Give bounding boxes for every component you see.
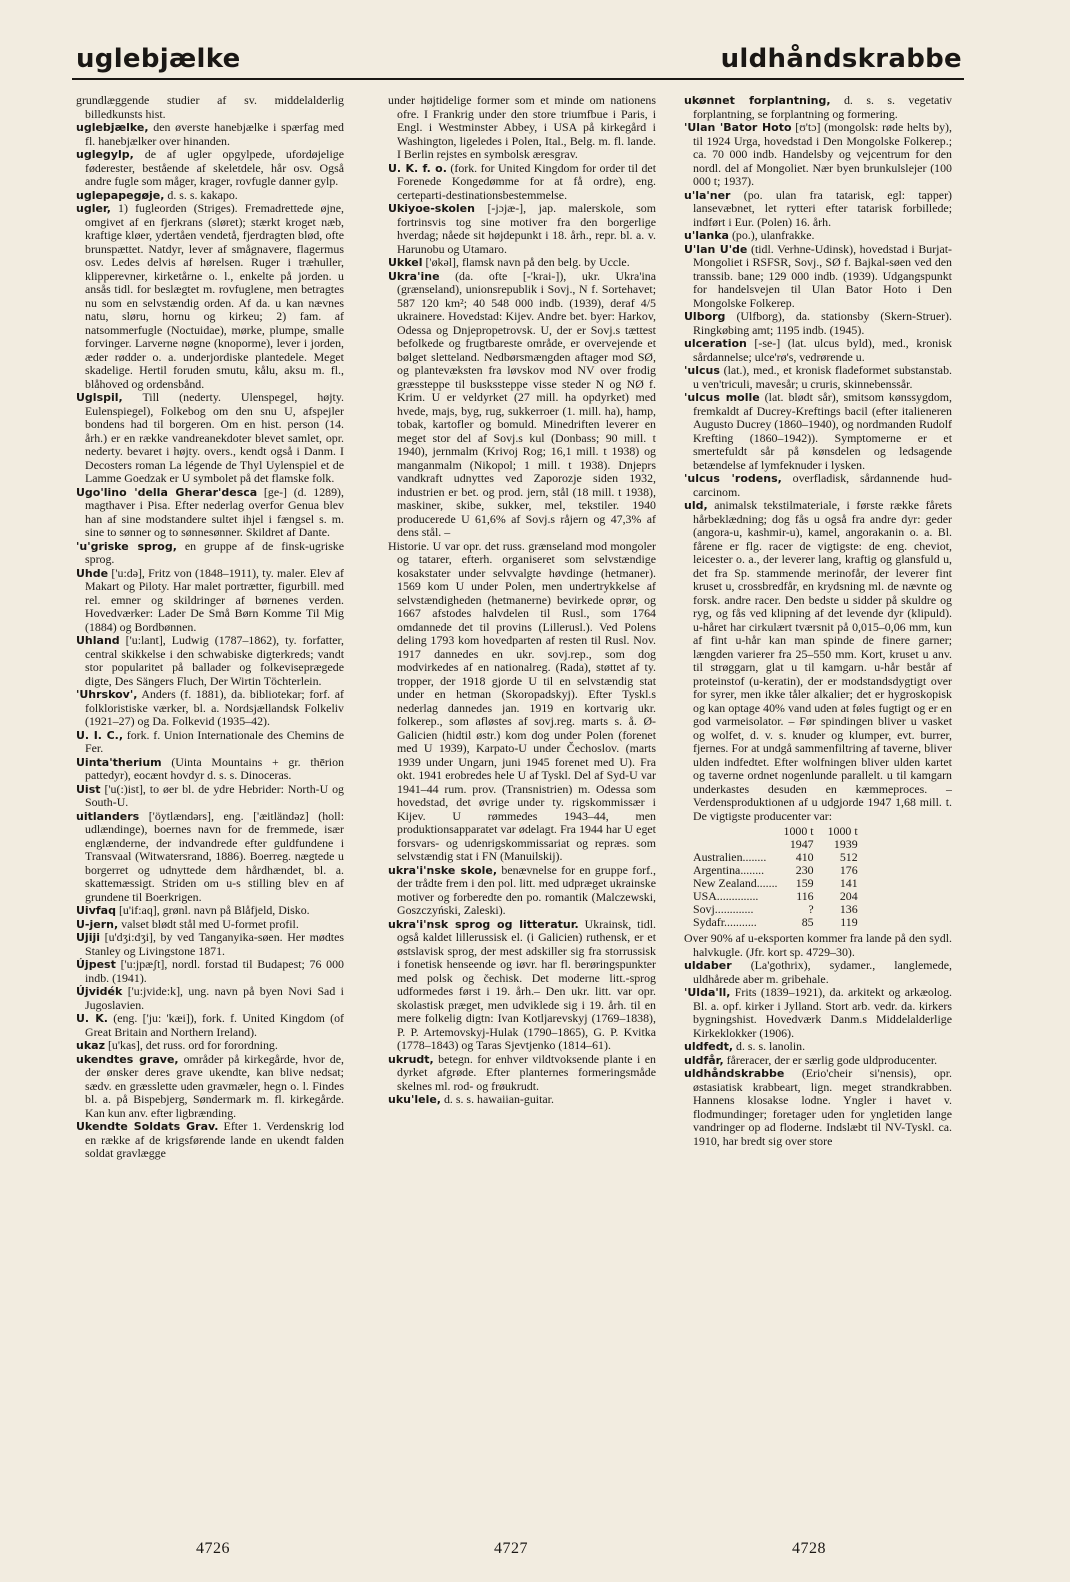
- column-1: [76, 94, 344, 1524]
- entry-text: ['u:jpæʃt], nordl. forstad til Budapest; 76 000 indb. (1941).: [85, 957, 344, 985]
- dictionary-entry: [684, 243, 952, 311]
- entry-text: Efter 1. Verdenskrig lod en række af de krigsførende lande en ukendt falden soldat gravlægge: [85, 1119, 344, 1160]
- entry-text: en gruppe af de finsk-ugriske sprog.: [85, 538, 344, 566]
- dictionary-entry: [76, 567, 344, 635]
- entry-text: (La'gothrix), sydamer., langlemede, uldhårede aber m. gribehale.: [693, 958, 952, 986]
- dictionary-entry: [76, 918, 344, 932]
- col3-entries-before: [684, 94, 952, 823]
- entry-text: områder på kirkegårde, hvor de, der ønsker deres grave ukendte, kan blive nedsat; sædv. en græsslette uden gravmæler, hegn o. l. Findes bl. a. på Bispebjerg, Søndermark m. fl. kirkegårde. Kan kun anv. efter ligbrænding.: [85, 1051, 344, 1120]
- entry-text: d. s. s. hawaiian-guitar.: [441, 1092, 554, 1106]
- entry-headword: ugler,: [76, 202, 111, 215]
- entry-headword: Ukra'ine: [388, 269, 440, 283]
- unit-1947: 1000 t: [783, 824, 814, 838]
- dictionary-entry: [684, 121, 952, 189]
- dictionary-entry: [76, 94, 344, 121]
- entry-text: [u'dʒi:dʒi], by ved Tanganyika-søen. Her mødtes Stanley og Livingstone 1871.: [85, 930, 344, 958]
- entry-headword: 'ulcus molle: [684, 391, 760, 404]
- entry-text: de af ugler opgylpede, ufordøjelige føderester, bestående af skeletdele, hår osv. Også andre fugle som måger, krager, rovfugle danner gylp.: [85, 147, 344, 188]
- entry-text: animalsk tekstilmateriale, i første række fårets hårbeklædning; dog fås u også fra andre dyr: geder (angora-u, kashmir-u), kamel, angorakanin o. a. Bl. fårene er flg. racer de vigtigste: de eng. cheviot, leicester o. a., der leverer lang, kraftig og glansfuld u, det fra Sp. stammende merinofår, der leverer fint kruset u, crossbredfår, en krydsning ml. de nævnte og forsk. andre racer. Den bedste u sidder på skuldre og ryg, og fås ved klipning af det levende dyr (klipuld). u-håret har cirkulært tværsnit på 0,015–0,06 mm, kun af fint u-hår kan man spinde de finere garner; længden varierer fra 25–550 mm. Kort, kruset u anv. til strøggarn, glat u til kamgarn. u-hår består af proteinstof (u-keratin), der er modstandsdygtigt over for syrer, men ikke tåler alkalier; det er hygroskopisk og kan optage 40% vand uden at føles fugtigt og er en god varmeisolator. – Før spindingen bliver u vasket og wolfet, d. v. s. knuder og klumper, evt. burrer, fjernes. For at undgå sammenfiltring af taverne, bliver ulden indfedtet. Efter wolfningen bliver ulden kartet og taverne ordnet nogenlunde parallelt. u til kamgarn underkastes desuden en kæmmeproces. – Verdensproduktionen af u udgjorde 1947 1,68 mill. t. De vigtigste producenter var:: [693, 498, 952, 823]
- table-cell-country: USA..............: [693, 889, 759, 903]
- entry-text: d. s. s. kakapo.: [164, 187, 238, 202]
- table-cell-v1939: 204: [839, 889, 858, 903]
- dictionary-entry: [76, 756, 344, 783]
- table-cell-v1947: 230: [795, 863, 814, 877]
- entry-text: 1) fugleorden (Striges). Fremadrettede øjne, omgivet af en fjerkrans (sløret); stærkt kroget næb, kraftige kløer, ydertåen vendetå, fjerdragten blød, ofte brunspættet. Natdyr, lever af smågnavere, flagermus osv. Ledes delvis af hørelsen. Ruger i træhuller, klipperevner, kirketårne o. l., enkelte på jorden. u ansås tidl. for beslægtet m. rovfuglene, men betragtes nu som en selvstændig orden. Af da. u kan nævnes natu, sløru, hornu og kirkeu; 2) fam. af natsommerfugle (Noctuidae), mørke, plumpe, smalle forvinger. Larverne nøgne (knoporme), lever i jorden, æder rødder o. a. underjordiske plantedele. Meget skadelige. Hertil foruden smutu, kålu, aksu m. fl., blåhoved og ordensbånd.: [85, 201, 344, 391]
- table-cell-v1947: ?: [808, 902, 814, 916]
- entry-headword: uldaber: [684, 959, 732, 972]
- entry-text: [-jɔjæ-], jap. malerskole, som fortrinsvis tog sine motiver fra den borgerlige hverdag; nåede sit højdepunkt i 18. årh., repr. bl. a. v. Harunobu og Utamaro.: [397, 201, 656, 256]
- entry-text: Over 90% af u-eksporten kommer fra lande på den sydl. halvkugle. (Jfr. kort sp. 4729–30).: [684, 931, 952, 959]
- table-cell-country: Sydafr...........: [693, 915, 757, 929]
- dictionary-entry: [76, 810, 344, 905]
- entry-headword: Ulborg: [684, 310, 726, 323]
- dictionary-entry: [684, 310, 952, 337]
- entry-text: betegn. for enhver vildtvoksende plante i en dyrket afgrøde. Efter planternes formeringsmåde skelnes ml. rod- og frøukrudt.: [397, 1051, 656, 1093]
- dictionary-entry: [388, 540, 656, 864]
- dictionary-entry: [76, 148, 344, 189]
- page-number-right: 4728: [792, 1540, 826, 1557]
- table-cell-v1939: 176: [839, 863, 858, 877]
- entry-headword: ukaz: [76, 1039, 105, 1052]
- entry-headword: u'la'ner: [684, 188, 731, 202]
- dictionary-entry: [388, 256, 656, 270]
- entry-headword: Ugo'lino 'della Gherar'desca: [76, 485, 258, 499]
- header-rule: [72, 78, 964, 80]
- entry-headword: Ujiji: [76, 931, 101, 944]
- dictionary-entry: [76, 189, 344, 203]
- dictionary-entry: [388, 202, 656, 256]
- entry-headword: uitlanders: [76, 809, 140, 823]
- entry-text: benævnelse for en gruppe forf., der trådte frem i den pol. litt. med udpræget ukrainske motiver og forberedte den po. romantik (Malczewski, Goszczyński, Zaleski).: [397, 862, 656, 917]
- dictionary-entry: [388, 918, 656, 1053]
- entry-text: (Ulfborg), da. stationsby (Skern-Struer). Ringkøbing amt; 1195 indb. (1945).: [693, 309, 952, 337]
- table-cell-v1939: 119: [840, 915, 858, 929]
- entry-text: fåreracer, der er særlig gode uldproducenter.: [723, 1052, 938, 1067]
- dictionary-entry: [388, 162, 656, 203]
- table-cell-v1947: 85: [801, 915, 814, 929]
- entry-text: [ge-] (d. 1289), magthaver i Pisa. Efter nederlag overfor Genua blev han af sine modstandere sultet ihjel i fængsel s. m. sine to sønner og to sønnesønner. Skildret af Dante.: [85, 484, 344, 539]
- dictionary-entry: [76, 202, 344, 391]
- entry-headword: ukrudt,: [388, 1052, 434, 1066]
- entry-headword: Uhde: [76, 566, 109, 580]
- entry-headword: 'Uhrskov',: [76, 688, 138, 701]
- dictionary-entry: [684, 932, 952, 959]
- page-number-left: 4726: [196, 1540, 230, 1557]
- entry-headword: ulceration: [684, 337, 747, 350]
- entry-text: ['u:də], Fritz von (1848–1911), ty. maler. Elev af Makart og Piloty. Har malet portrætter, figurbill. med rel. emner og skildringer af børnenes verden. Hovedværker: Lader De Små Børn Komme Til Mig (1884) og Bordbønnen.: [85, 565, 344, 634]
- table-cell-v1939: 141: [839, 876, 858, 890]
- entry-text: (da. ofte [-'krai-]), ukr. Ukra'ina (grænseland), unionsrepublik i Sovj., N f. Sortehavet; 587 120 km²; 40 548 000 indb. (1939), deraf 4/5 ukrainere. Hovedstad: Kijev. Andre bet. byer: Harkov, Odessa og Dnjepropetrovsk. U, der er Sovj.s tættest befolkede og frugtbareste område, er overvejende et bølget sletteland. Nedbørsmængden aftager mod SØ, og plantevæksten fra løvskov mod NV over frodig græssteppe til buskssteppe visse steder N og NØ f. Krim. U er veldyrket (27 mill. ha opdyrket) med hvede, majs, byg, rug, sukkerroer (1. mill. ha), hamp, tobak, kartofler og bomuld. Minedriften leverer en meget stor del af Sovj.s kul (Donbass; 90 mill. t 1940), jernmalm (Krivoj Rog; 16,1 mill. t 1938) og manganmalm (Nikopol; 1 mill. t 1938). Dnjeprs vandkraft udnyttes ved Zaporozje siden 1932, industrien er bet. og prod. jern, stål (18 mill. t 1938), maskiner, skibe, sukker, mel, tekstiler. 1940 producerede U 61,6% af Sovj.s råjern og 47,3% af dens stål. –: [397, 268, 656, 539]
- year-1939: 1939: [833, 837, 858, 851]
- dictionary-entry: [388, 94, 656, 162]
- table-cell-v1939: 512: [839, 850, 858, 864]
- dictionary-entry: [684, 391, 952, 472]
- entry-headword: u'lanka: [684, 229, 729, 242]
- entry-text: [u'kas], det russ. ord for forordning.: [104, 1038, 278, 1052]
- dictionary-entry: [684, 472, 952, 499]
- entry-headword: uldfår,: [684, 1053, 724, 1067]
- column-2: [388, 94, 656, 1524]
- entry-headword: uldhåndskrabbe: [684, 1067, 785, 1080]
- entry-headword: ukendtes grave,: [76, 1052, 179, 1066]
- entry-text: valset blødt stål med U-formet profil.: [118, 916, 299, 931]
- column-3: [684, 94, 952, 1524]
- entry-headword: Uglspil,: [76, 391, 123, 404]
- entry-text: [u'if:aq], grønl. navn på Blåfjeld, Disko.: [115, 903, 310, 917]
- dictionary-entry: [388, 1053, 656, 1094]
- dictionary-entry: [684, 337, 952, 364]
- entry-text: ['öytlændərs], eng. ['æitländəz] (holl: udlændinge), boernes navn for de fremmede, især englænderne, der indvandrede efter guldfundene i Transvaal (Witwatersrand, 1886). Boerreg. nægtede u borgerret og udnyttede dem hårdhændet, bl. a. skattemæssigt. Striden om u-s stilling blev en af grundene til Boerkrigen.: [85, 808, 344, 904]
- table-body: [693, 851, 872, 929]
- entry-text: (eng. ['ju: 'kæi]), fork. f. United Kingdom (of Great Britain and Northern Ireland).: [85, 1011, 344, 1039]
- table-row: [693, 916, 872, 929]
- dictionary-entry: [76, 729, 344, 756]
- dictionary-entry: [684, 1040, 952, 1054]
- table-cell-country: Australien........: [693, 850, 767, 864]
- entry-text: grundlæggende studier af sv. middelalderlig billedkunsts hist.: [76, 94, 344, 121]
- entry-headword: U'lan U'de: [684, 242, 748, 256]
- entry-text: (po. ulan fra tatarisk, egl: tapper) lansevæbnet, let rytteri efter tatarisk forbillede; indført i Eur. (Polen) 16. årh.: [693, 187, 952, 229]
- entry-headword: Újpest: [76, 958, 116, 971]
- dictionary-entry: [684, 189, 952, 230]
- dictionary-entry: [76, 486, 344, 540]
- entry-text: (Uinta Mountains + gr. thērion pattedyr), eocænt hovdyr d. s. s. Dinoceras.: [85, 754, 344, 782]
- entry-headword: ukra'i'nske skole,: [388, 863, 498, 877]
- entry-text: (po.), ulanfrakke.: [728, 228, 815, 242]
- dictionary-entry: [76, 958, 344, 985]
- entry-text: Historie. U var opr. det russ. grænseland mod mongoler og tatarer, efterh. organiseret som selvstændige kosakstater under selvvalgte høvdinge (hetmaner). 1569 kom U under Polen, men undertrykkelse af selvstændigheden (hetmanerne) bevirkede oprør, og 1667 afstodes halvdelen til Rusl., som 1764 omdannede det til provins (Lillerusl.). Ved Polens deling 1793 kom hovedparten af resten til Rusl. Nov. 1917 dannedes en ukr. sovj.rep., som dog modvirkedes af en nationalreg. (Rada), støttet af ty. tropper, der 1918 gjorde U til en selvstændig stat under en hetman (Skoropadskyj). Efter Tyskl.s nederlag dannedes jan. 1919 en kortvarig ukr. folkerep., som afløstes af sovj.reg. marts s. å. Ø-Galicien (hidtil østr.) kom dog under Polen (forenet med U 1939), Karpato-U under Čechoslov. (marts 1939 under Ungarn, juni 1945 forenet med U). Fra okt. 1941 erobredes hele U af Tyskl. Del af Syd-U var 1941–44 rum. prov. (Transnistrien) m. Odessa som hovedstad, det øvrige under ty. rigskommissær i Kijev. U rømmedes 1943–44, men produktionsapparatet var ødelagt. Fra 1944 har U eget forsvars- og udenrigskommissariat og repræs. som selvstændig stat i FN (Manuilskij).: [388, 538, 656, 863]
- entry-text: (tidl. Verhne-Udinsk), hovedstad i Burjat-Mongoliet i RSFSR, Sovj., SØ f. Bajkal-søen ved den transsib. bane; 129 000 indb. (1939). Udgangspunkt for handelsvejen til Ulan Bator Hoto i Den Mongolske Folkerep.: [693, 241, 952, 310]
- entry-text: Till (nederty. Ulenspegel, højty. Eulenspiegel), Folkebog om den snu U, afspejler bondens had til borgeren. Om en hist. person (14. årh.) er en række vandreanekdoter blevet samlet, opr. nederty. bevaret i højty. overs., kendt også i Danm. I Decosters roman La légende de Thyl Uylenspiel et de Lamme Goedzak er U symbolet på det flamske folk.: [85, 390, 344, 485]
- entry-headword: Uivfaq: [76, 904, 116, 917]
- entry-headword: 'Ulda'll,: [684, 986, 731, 999]
- entry-text: (lat. blødt sår), smitsom kønssygdom, fremkaldt af Ducrey-Kreftings bacil (efter italieneren Augusto Ducrey (1860–1940), og nordmanden Rudolf Krefting (1860–1942)). Symptomerne er et smertefuldt sår på kønsdelen og ledsagende betændelse af lymfeknuder i lysken.: [693, 390, 952, 472]
- year-1947: 1947: [789, 837, 814, 851]
- running-head-right: uldhåndskrabbe: [720, 44, 962, 74]
- entry-headword: U. K. f. o.: [388, 161, 447, 175]
- entry-headword: uld,: [684, 499, 708, 512]
- entry-headword: 'u'griske sprog,: [76, 539, 177, 553]
- entry-headword: Újvidék: [76, 985, 123, 998]
- entry-text: Anders (f. 1881), da. bibliotekar; forf. af folkloristiske værker, bl. a. Nordsjællandsk Folkeliv (1921–27) og Da. Folkevid (1935–42).: [85, 687, 344, 728]
- dictionary-entry: [76, 634, 344, 688]
- table-cell-country: Argentina........: [693, 863, 765, 877]
- dictionary-entry: [684, 94, 952, 121]
- entry-text: Frits (1839–1921), da. arkitekt og arkæolog. Bl. a. opf. kirker i Jylland. Stort arb. vedr. da. kirkers bygningshist. Hovedværk Danm.s Middelalderlige Kirkeklokker (1906).: [693, 985, 952, 1040]
- dictionary-entry: [76, 121, 344, 148]
- col3-entries-after: [684, 932, 952, 1148]
- dictionary-entry: [76, 931, 344, 958]
- dictionary-entry: [684, 1054, 952, 1068]
- table-cell-country: New Zealand.......: [693, 876, 778, 890]
- entry-text: ['u:jvide:k], ung. navn på byen Novi Sad i Jugoslavien.: [85, 984, 344, 1012]
- dictionary-entry: [684, 229, 952, 243]
- dictionary-entry: [76, 904, 344, 918]
- dictionary-entry: [684, 959, 952, 986]
- dictionary-entry: [76, 985, 344, 1012]
- entry-text: ['u(:)ist], to øer bl. de ydre Hebrider: North-U og South-U.: [85, 781, 344, 809]
- entry-text: ['u:lant], Ludwig (1787–1862), ty. forfatter, central skikkelse i den schwabiske digterkreds; vandt stor popularitet på ballader og folkeviseprægede digte, Des Sängers Fluch, Der Wirtin Töchterlein.: [85, 633, 344, 688]
- running-head-left: uglebjælke: [76, 44, 241, 74]
- dictionary-entry: [76, 783, 344, 810]
- entry-headword: U. I. C.,: [76, 728, 123, 742]
- entry-headword: uglegylp,: [76, 148, 134, 161]
- dictionary-entry: [388, 1093, 656, 1107]
- dictionary-entry: [684, 986, 952, 1040]
- dictionary-entry: [76, 540, 344, 567]
- entry-text: under højtidelige former som et minde om nationens ofre. I Frankrig under den store triumfbue i Paris, i Engl. i Westminster Abbey, i USA på kirkegård i Washington, ligeledes i Polen, Ital., Belg. m. fl. lande. I Berlin rejstes en symbolsk æresgrav.: [388, 94, 656, 161]
- table-cell-country: Sovj.............: [693, 902, 754, 916]
- entry-text: [ʊ'tɔ] (mongolsk: røde helts by), til 1924 Urga, hovedstad i Den Mongolske Folkerep.; ca. 70 000 indb. Handelsby og vejcentrum for den nordl. del af Mongoliet. Nær byen brunkulslejer (100 000 t; 1937).: [693, 120, 952, 188]
- entry-headword: 'Ulan 'Bator Hoto: [684, 121, 792, 134]
- dictionary-entry: [388, 270, 656, 540]
- entry-headword: Uinta'therium: [76, 755, 162, 769]
- entry-headword: Ukkel: [388, 256, 423, 269]
- entry-headword: 'ulcus 'rodens,: [684, 472, 782, 485]
- entry-headword: uku'lele,: [388, 1093, 441, 1106]
- entry-text: ['økəl], flamsk navn på den belg. by Uccle.: [422, 255, 630, 269]
- entry-headword: Uist: [76, 782, 101, 796]
- entry-text: (Erio'cheir si'nensis), opr. østasiatisk krabbeart, lign. meget strandkrabben. Hannens klosakse lodne. Yngler i havet v. flodmundinger; foretager uden for yngletiden lange vandringer op ad floderne. Indslæbt til NV-Tyskl. ca. 1910, har bredt sig over store: [693, 1066, 952, 1148]
- entry-headword: U. K.: [76, 1012, 108, 1025]
- table-cell-v1947: 410: [795, 850, 814, 864]
- entry-text: d. s. s. lanolin.: [733, 1039, 806, 1053]
- entry-headword: uglebjælke,: [76, 121, 149, 134]
- entry-text: Ukrainsk, tidl. også kaldet lillerussisk el. (i Galicien) ruthensk, er et østslavisk sprog, der mest adskiller sig fra storrussisk i fonetisk henseende og iøvr. har fl. berøringspunkter med polsk og čechisk. Det moderne litt.-sprog udformedes først i 19. årh.– Den ukr. litt. var opr. skolastisk præget, men udviklede sig i 19. årh. til en mere folkelig digtn: Ivan Kotljarevskyj (1769–1838), P. P. Artemovskyj-Hulak (1790–1865), G. P. Kvitka (1778–1843) og Taras Sjevtjenko (1814–61).: [397, 916, 656, 1052]
- dictionary-entry: [388, 864, 656, 918]
- entry-text: [-se-] (lat. ulcus byld), med., kronisk sårdannelse; ulce'rø's, vedrørende u.: [693, 336, 952, 364]
- dictionary-entry: [76, 1053, 344, 1121]
- wool-production-table: [693, 825, 872, 929]
- entry-headword: ukønnet forplantning,: [684, 94, 831, 107]
- entry-headword: U-jern,: [76, 917, 119, 931]
- entry-text: den øverste hanebjælke i spærfag med fl. hanebjælker over hinanden.: [85, 120, 344, 148]
- page-number-middle: 4727: [494, 1540, 528, 1557]
- dictionary-entry: [684, 364, 952, 391]
- entry-headword: ukra'i'nsk sprog og litteratur.: [388, 917, 579, 931]
- dictionary-entry: [76, 391, 344, 486]
- dictionary-entry: [684, 499, 952, 823]
- dictionary-entry: [76, 1039, 344, 1053]
- entry-headword: uglepapegøje,: [76, 188, 165, 202]
- entry-headword: Ukendte Soldats Grav.: [76, 1120, 219, 1133]
- entry-text: fork. f. Union Internationale des Chemins de Fer.: [85, 727, 344, 755]
- dictionary-entry: [76, 1120, 344, 1161]
- dictionary-entry: [76, 688, 344, 729]
- entry-headword: Ukiyoe-skolen: [388, 202, 475, 215]
- entry-text: d. s. s. vegetativ forplantning, se forplantning og formering.: [693, 94, 952, 121]
- unit-1939: 1000 t: [827, 824, 858, 838]
- entry-text: (fork. for United Kingdom for order til det Forenede Kongedømme for at få ordre), eng. certeparti-destinationsbestemmelse.: [397, 160, 656, 202]
- entry-text: overfladisk, sårdannende hud-carcinom.: [693, 471, 952, 499]
- entry-text: (lat.), med., et kronisk fladeformet substanstab. u ven'triculi, mavesår; u cruris, skinnebenssår.: [693, 363, 952, 391]
- dictionary-entry: [76, 1012, 344, 1039]
- dictionary-entry: [684, 1067, 952, 1148]
- table-cell-v1947: 116: [796, 889, 814, 903]
- entry-headword: uldfedt,: [684, 1040, 734, 1053]
- entry-headword: Uhland: [76, 634, 120, 647]
- table-cell-v1939: 136: [839, 902, 858, 916]
- entry-headword: 'ulcus: [684, 364, 720, 377]
- table-cell-v1947: 159: [795, 876, 814, 890]
